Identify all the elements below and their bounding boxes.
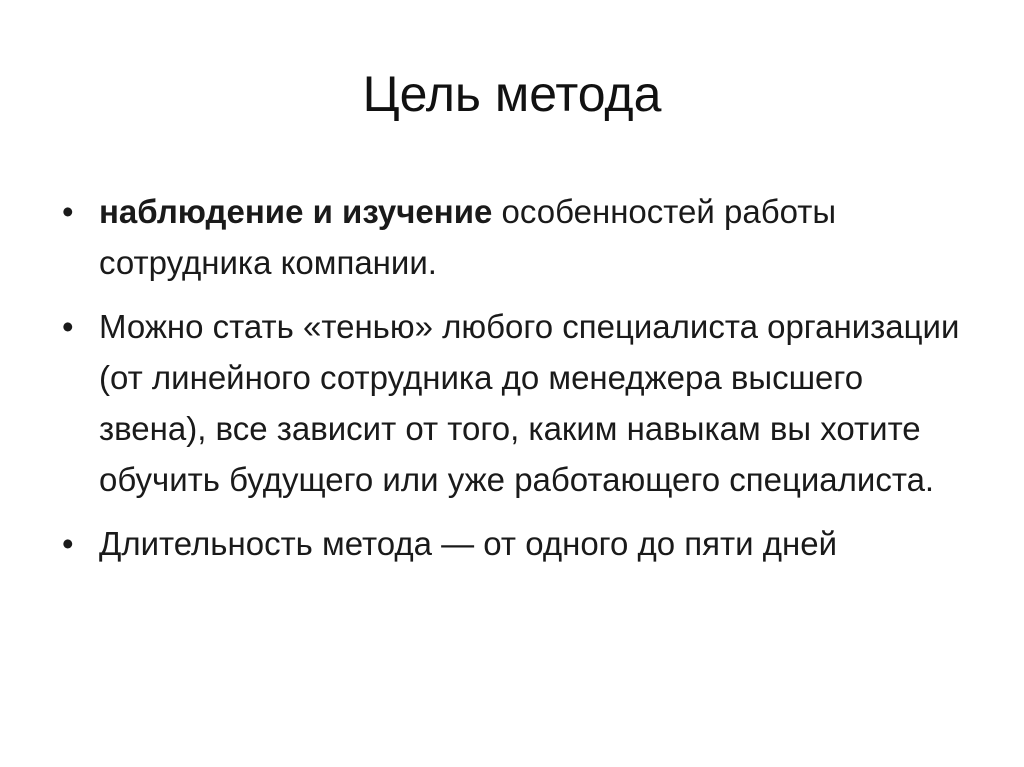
- slide-title: Цель метода: [362, 66, 662, 122]
- bullet-text: особенностей работы сотрудника компании.: [99, 193, 837, 281]
- bullet-item-duration: [62, 518, 962, 569]
- bullet-text: Можно стать «тенью» любого специалиста организации (от линейного сотрудника до менеджера высшего звена), все зависит от того, каким навыкам вы хотите обучить будущего или уже работающего специалиста.: [99, 308, 960, 498]
- bullet-item-goal: [62, 186, 962, 288]
- bullet-emphasis: наблюдение и изучение: [99, 193, 493, 230]
- bullet-icon: •: [62, 525, 74, 562]
- bullet-icon: •: [62, 308, 74, 345]
- bullet-icon: •: [62, 193, 74, 230]
- bullet-item-shadow: [62, 301, 962, 505]
- bullet-list: [62, 186, 962, 582]
- bullet-text: Длительность метода — от одного до пяти дней: [99, 525, 838, 562]
